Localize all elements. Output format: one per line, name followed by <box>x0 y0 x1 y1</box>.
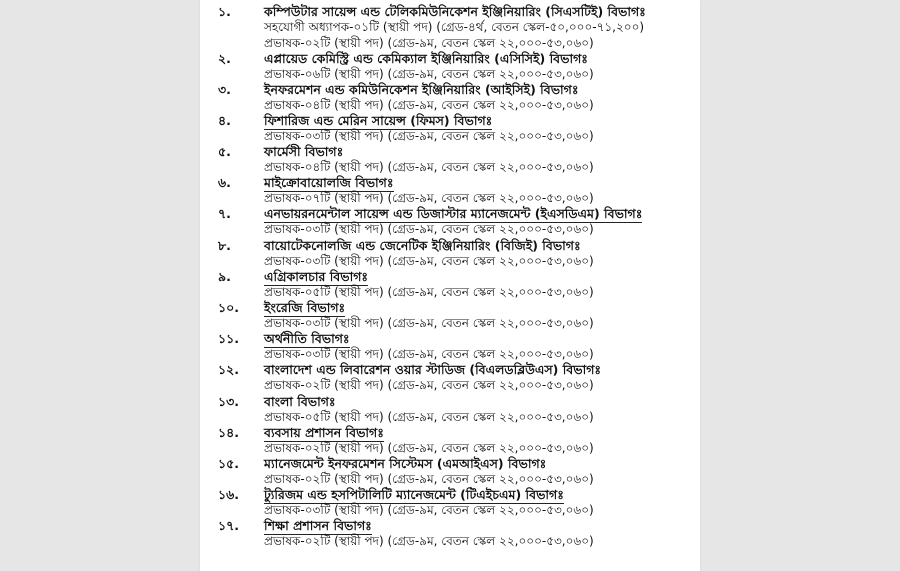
department-name: এপ্লায়েড কেমিস্ট্রি এন্ড কেমিক্যাল ইঞ্জিনিয়ারিং (এসিসিই) বিভাগঃ <box>264 50 588 66</box>
list-item <box>200 300 700 331</box>
item-number: ৩. <box>218 81 231 97</box>
position-line: প্রভাষক-০৩টি (স্থায়ী পদ) (গ্রেড-৯ম, বেতন স্কেল ২২,০০০-৫৩,০৬০) <box>264 347 594 362</box>
position-line: সহযোগী অধ্যাপক-০১টি (স্থায়ী পদ) (গ্রেড-৪র্থ, বেতন স্কেল-৫০,০০০-৭১,২০০) <box>264 20 645 34</box>
item-number: ১২. <box>218 362 239 378</box>
position-line: প্রভাষক-০২টি (স্থায়ী পদ) (গ্রেড-৯ম, বেতন স্কেল ২২,০০০-৫৩,০৬০) <box>264 440 594 455</box>
list-item <box>200 206 700 237</box>
position-line: প্রভাষক-০৩টি (স্থায়ী পদ) (গ্রেড-৯ম, বেতন স্কেল ২২,০০০-৫৩,০৬০) <box>264 253 594 268</box>
position-line: প্রভাষক-০৪টি (স্থায়ী পদ) (গ্রেড-৯ম, বেতন স্কেল ২২,০০০-৫৩,০৬০) <box>264 160 594 175</box>
item-number: ৫. <box>218 144 231 160</box>
department-name: মাইক্রোবায়োলজি বিভাগঃ <box>264 175 394 191</box>
item-number: ১৪. <box>218 424 239 440</box>
position-line: প্রভাষক-০৫টি (স্থায়ী পদ) (গ্রেড-৯ম, বেতন স্কেল ২২,০০০-৫৩,০৬০) <box>264 284 594 299</box>
department-name: ট্যুরিজম এন্ড হসপিটালিটি ম্যানেজমেন্ট (টিএইচএম) বিভাগঃ <box>264 487 564 503</box>
position-line: প্রভাষক-০৩টি (স্থায়ী পদ) (গ্রেড-৯ম, বেতন স্কেল ২২,০০০-৫৩,০৬০) <box>264 128 594 143</box>
position-line: প্রভাষক-০৪টি (স্থায়ী পদ) (গ্রেড-৯ম, বেতন স্কেল ২২,০০০-৫৩,০৬০) <box>264 97 594 112</box>
department-list <box>200 4 700 550</box>
department-name: ফিশারিজ এন্ড মেরিন সায়েন্স (ফিমস) বিভাগঃ <box>264 112 493 128</box>
item-number: ৭. <box>218 206 231 222</box>
position-line: প্রভাষক-০২টি (স্থায়ী পদ) (গ্রেড-৯ম, বেতন স্কেল ২২,০০০-৫৩,০৬০) <box>264 378 594 393</box>
item-number: ১৫. <box>218 455 239 471</box>
department-name: এনভায়রনমেন্টাল সায়েন্স এন্ড ডিজাস্টার ম্যানেজমেন্ট (ইএসডিএম) বিভাগঃ <box>264 206 643 222</box>
list-item <box>200 394 700 425</box>
item-number: ৮. <box>218 237 231 253</box>
position-line: প্রভাষক-০২টি (স্থায়ী পদ) (গ্রেড-৯ম, বেতন স্কেল ২২,০০০-৫৩,০৬০) <box>264 36 594 50</box>
list-item <box>200 144 700 175</box>
item-number: ২. <box>218 50 231 66</box>
list-item <box>200 238 700 269</box>
item-number: ১০. <box>218 300 239 315</box>
position-line: প্রভাষক-০৩টি (স্থায়ী পদ) (গ্রেড-৯ম, বেতন স্কেল ২২,০০০-৫৩,০৬০) <box>264 503 594 518</box>
position-line: প্রভাষক-০২টি (স্থায়ী পদ) (গ্রেড-৯ম, বেতন স্কেল ২২,০০০-৫৩,০৬০) <box>264 471 594 486</box>
position-line: প্রভাষক-০৬টি (স্থায়ী পদ) (গ্রেড-৯ম, বেতন স্কেল ২২,০০০-৫৩,০৬০) <box>264 66 594 81</box>
position-line: প্রভাষক-০৩টি (স্থায়ী পদ) (গ্রেড-৯ম, বেতন স্কেল ২২,০০০-৫৩,০৬০) <box>264 316 594 330</box>
department-name: এগ্রিকালচার বিভাগঃ <box>264 268 369 284</box>
department-name: ফার্মেসী বিভাগঃ <box>264 144 344 160</box>
department-name: ইংরেজি বিভাগঃ <box>264 300 346 315</box>
department-name: বায়োটেকনোলজি এন্ড জেনেটিক ইঞ্জিনিয়ারিং (বিজিই) বিভাগঃ <box>264 237 581 253</box>
item-number: ৬. <box>218 175 231 191</box>
list-item <box>200 113 700 144</box>
list-item <box>200 331 700 362</box>
item-number: ৯. <box>218 268 231 284</box>
position-line: প্রভাষক-০৫টি (স্থায়ী পদ) (গ্রেড-৯ম, বেতন স্কেল ২২,০০০-৫৩,০৬০) <box>264 409 594 424</box>
list-item <box>200 51 700 82</box>
list-item <box>200 425 700 456</box>
position-line: প্রভাষক-০৭টি (স্থায়ী পদ) (গ্রেড-৯ম, বেতন স্কেল ২২,০০০-৫৩,০৬০) <box>264 191 594 206</box>
item-number: ১৩. <box>218 393 239 409</box>
list-item <box>200 4 700 51</box>
item-number: ১১. <box>218 331 239 347</box>
item-number: ১৭. <box>218 518 239 534</box>
department-name: বাংলা বিভাগঃ <box>264 393 336 409</box>
department-name: শিক্ষা প্রশাসন বিভাগঃ <box>264 518 372 534</box>
department-name: ইনফরমেশন এন্ড কমিউনিকেশন ইঞ্জিনিয়ারিং (আইসিই) বিভাগঃ <box>264 81 579 97</box>
document-page <box>200 0 700 571</box>
item-number: ১. <box>218 4 231 19</box>
department-name: বাংলাদেশ এন্ড লিবারেশন ওয়ার স্টাডিজ (বিএলডব্লিউএস) বিভাগঃ <box>264 362 602 378</box>
department-name: ব্যবসায় প্রশাসন বিভাগঃ <box>264 424 384 440</box>
department-name: ম্যানেজমেন্ট ইনফরমেশন সিস্টেমস (এমআইএস) বিভাগঃ <box>264 455 547 471</box>
position-line: প্রভাষক-০৩টি (স্থায়ী পদ) (গ্রেড-৯ম, বেতন স্কেল ২২,০০০-৫৩,০৬০) <box>264 222 594 237</box>
list-item <box>200 456 700 487</box>
department-name: কম্পিউটার সায়েন্স এন্ড টেলিকমিউনিকেশন ইঞ্জিনিয়ারিং (সিএসটিই) বিভাগঃ <box>264 4 646 19</box>
list-item <box>200 518 700 549</box>
list-item <box>200 362 700 393</box>
item-number: ১৬. <box>218 487 239 503</box>
list-item <box>200 82 700 113</box>
department-name: অর্থনীতি বিভাগঃ <box>264 331 350 347</box>
list-item <box>200 269 700 300</box>
position-line: প্রভাষক-০২টি (স্থায়ী পদ) (গ্রেড-৯ম, বেতন স্কেল ২২,০০০-৫৩,০৬০) <box>264 534 594 549</box>
list-item <box>200 175 700 206</box>
item-number: ৪. <box>218 112 231 128</box>
list-item <box>200 487 700 518</box>
